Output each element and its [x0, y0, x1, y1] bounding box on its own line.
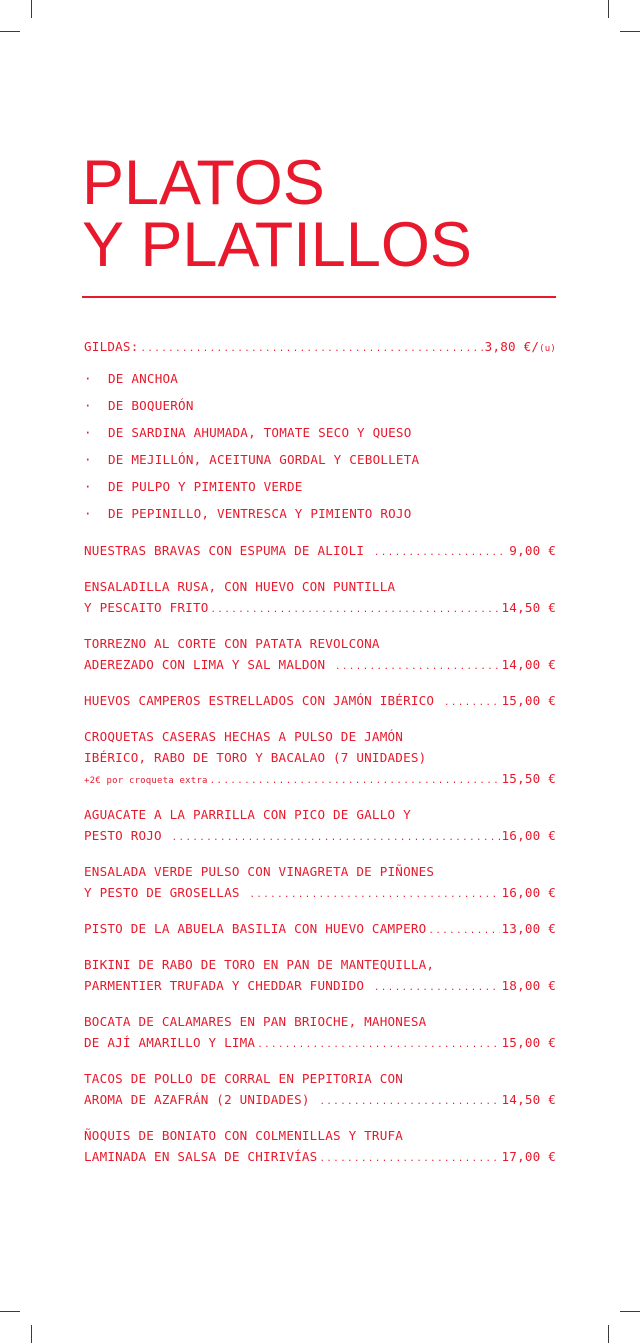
dot-leader: [257, 1035, 499, 1056]
dot-leader: [319, 1149, 499, 1170]
gildas-header: [84, 336, 556, 360]
dish-name-line: IBÉRICO, RABO DE TORO Y BACALAO (7 UNIDADES): [84, 750, 427, 765]
dish-name-line: PESTO ROJO: [84, 828, 170, 843]
menu-item: [84, 540, 556, 564]
dot-leader: [211, 600, 500, 621]
dish-name-line: DE AJÍ AMARILLO Y LIMA: [84, 1035, 256, 1050]
menu-item: [84, 576, 556, 621]
menu-item: [84, 861, 556, 906]
bullet-icon: ·: [84, 506, 92, 521]
menu-item: [84, 726, 556, 792]
dot-leader: [172, 828, 500, 849]
bullet-icon: ·: [84, 425, 92, 440]
dish-name-line: CROQUETAS CASERAS HECHAS A PULSO DE JAMÓN: [84, 729, 404, 744]
dish-note: +2€ por croqueta extra: [84, 776, 208, 786]
menu-item: [84, 1125, 556, 1170]
dish-price: 14,50 €: [501, 1092, 556, 1107]
menu-item: [84, 633, 556, 678]
dish-name-line: ENSALADA VERDE PULSO CON VINAGRETA DE PIÑONES: [84, 864, 435, 879]
dish-name-line: TORREZNO AL CORTE CON PATATA REVOLCONA: [84, 636, 380, 651]
dot-leader: [374, 978, 500, 999]
crop-mark-top-left-v: [31, 0, 32, 18]
gildas-variety-item: [84, 392, 556, 419]
dish-price: 14,50 €: [501, 600, 556, 615]
dishes-list: [84, 540, 556, 1170]
gildas-variety-label: DE BOQUERÓN: [108, 398, 194, 413]
dish-name-line: LAMINADA EN SALSA DE CHIRIVÍAS: [84, 1149, 318, 1164]
gildas-price: 3,80 €/(u): [484, 339, 556, 354]
gildas-variety-label: DE PULPO Y PIMIENTO VERDE: [108, 479, 303, 494]
dish-name-line: ENSALADILLA RUSA, CON HUEVO CON PUNTILLA: [84, 579, 396, 594]
gildas-unit: (u): [539, 344, 556, 354]
crop-mark-bottom-right-h: [620, 1311, 640, 1312]
menu-item: [84, 804, 556, 849]
dish-name-line: TACOS DE POLLO DE CORRAL EN PEPITORIA CON: [84, 1071, 404, 1086]
crop-mark-bottom-right-v: [608, 1325, 609, 1343]
dish-price-line: [84, 1146, 556, 1170]
crop-mark-top-left-h: [0, 31, 20, 32]
dish-name-line: NUESTRAS BRAVAS CON ESPUMA DE ALIOLI: [84, 543, 372, 558]
gildas-variety-label: DE PEPINILLO, VENTRESCA Y PIMIENTO ROJO: [108, 506, 412, 521]
menu-item: [84, 954, 556, 999]
menu-list: [84, 336, 556, 1182]
dish-name-line: HUEVOS CAMPEROS ESTRELLADOS CON JAMÓN IBÉRICO: [84, 693, 442, 708]
bullet-icon: ·: [84, 452, 92, 467]
dish-price: 17,00 €: [501, 1149, 556, 1164]
title-line-2: Y PLATILLOS: [82, 210, 472, 280]
dish-price-line: [84, 1089, 556, 1113]
dot-leader: [210, 771, 500, 792]
dish-price: 13,00 €: [501, 921, 556, 936]
dish-price-line: [84, 882, 556, 906]
crop-mark-bottom-left-h: [0, 1311, 20, 1312]
dish-price: 16,00 €: [501, 828, 556, 843]
dish-price: 15,50 €: [501, 771, 556, 786]
dot-leader: [319, 1092, 499, 1113]
gildas-variety-label: DE ANCHOA: [108, 371, 179, 386]
dish-price: 18,00 €: [501, 978, 556, 993]
dish-price: 9,00 €: [509, 543, 556, 558]
dot-leader: [428, 921, 499, 942]
page-title: [82, 148, 472, 280]
title-divider: [82, 296, 556, 298]
dish-name-line: Y PESCAITO FRITO: [84, 600, 209, 615]
dish-price-line: [84, 825, 556, 849]
menu-item: [84, 690, 556, 714]
dish-price-line: [84, 654, 556, 678]
gildas-section: [84, 336, 556, 527]
dish-name-line: BIKINI DE RABO DE TORO EN PAN DE MANTEQUILLA,: [84, 957, 435, 972]
gildas-variety-item: [84, 365, 556, 392]
dot-leader: [140, 339, 482, 360]
dish-name-line: PARMENTIER TRUFADA Y CHEDDAR FUNDIDO: [84, 978, 372, 993]
gildas-variety-item: [84, 419, 556, 446]
gildas-variety-list: [84, 365, 556, 527]
menu-item: [84, 918, 556, 942]
title-line-1: PLATOS: [82, 148, 325, 218]
dot-leader: [374, 543, 507, 564]
menu-item: [84, 1011, 556, 1056]
bullet-icon: ·: [84, 371, 92, 386]
dot-leader: [444, 693, 500, 714]
dish-price: 15,00 €: [501, 1035, 556, 1050]
dish-name-line: Y PESTO DE GROSELLAS: [84, 885, 248, 900]
dish-name-line: AGUACATE A LA PARRILLA CON PICO DE GALLO Y: [84, 807, 411, 822]
dish-price-line: [84, 540, 556, 564]
gildas-label: GILDAS:: [84, 339, 139, 354]
bullet-icon: ·: [84, 479, 92, 494]
dot-leader: [335, 657, 499, 678]
dish-price-line: [84, 597, 556, 621]
dish-price: 14,00 €: [501, 657, 556, 672]
gildas-variety-item: [84, 446, 556, 473]
crop-mark-top-right-v: [608, 0, 609, 18]
dish-name-line: PISTO DE LA ABUELA BASILIA CON HUEVO CAMPERO: [84, 921, 427, 936]
dish-price-line: [84, 690, 556, 714]
dish-price-line: [84, 918, 556, 942]
dish-name-line: BOCATA DE CALAMARES EN PAN BRIOCHE, MAHONESA: [84, 1014, 427, 1029]
dot-leader: [249, 885, 499, 906]
gildas-variety-label: DE SARDINA AHUMADA, TOMATE SECO Y QUESO: [108, 425, 412, 440]
gildas-variety-item: [84, 500, 556, 527]
dish-name-line: ADEREZADO CON LIMA Y SAL MALDON: [84, 657, 334, 672]
dish-price: 16,00 €: [501, 885, 556, 900]
dish-price-line: [84, 768, 556, 792]
crop-mark-top-right-h: [620, 31, 640, 32]
menu-item: [84, 1068, 556, 1113]
gildas-variety-label: DE MEJILLÓN, ACEITUNA GORDAL Y CEBOLLETA: [108, 452, 420, 467]
dish-price: 15,00 €: [501, 693, 556, 708]
dish-price-line: [84, 975, 556, 999]
dish-name-line: AROMA DE AZAFRÁN (2 UNIDADES): [84, 1092, 318, 1107]
dish-name-line: ÑOQUIS DE BONIATO CON COLMENILLAS Y TRUFA: [84, 1128, 404, 1143]
dish-price-line: [84, 1032, 556, 1056]
gildas-variety-item: [84, 473, 556, 500]
bullet-icon: ·: [84, 398, 92, 413]
crop-mark-bottom-left-v: [31, 1325, 32, 1343]
